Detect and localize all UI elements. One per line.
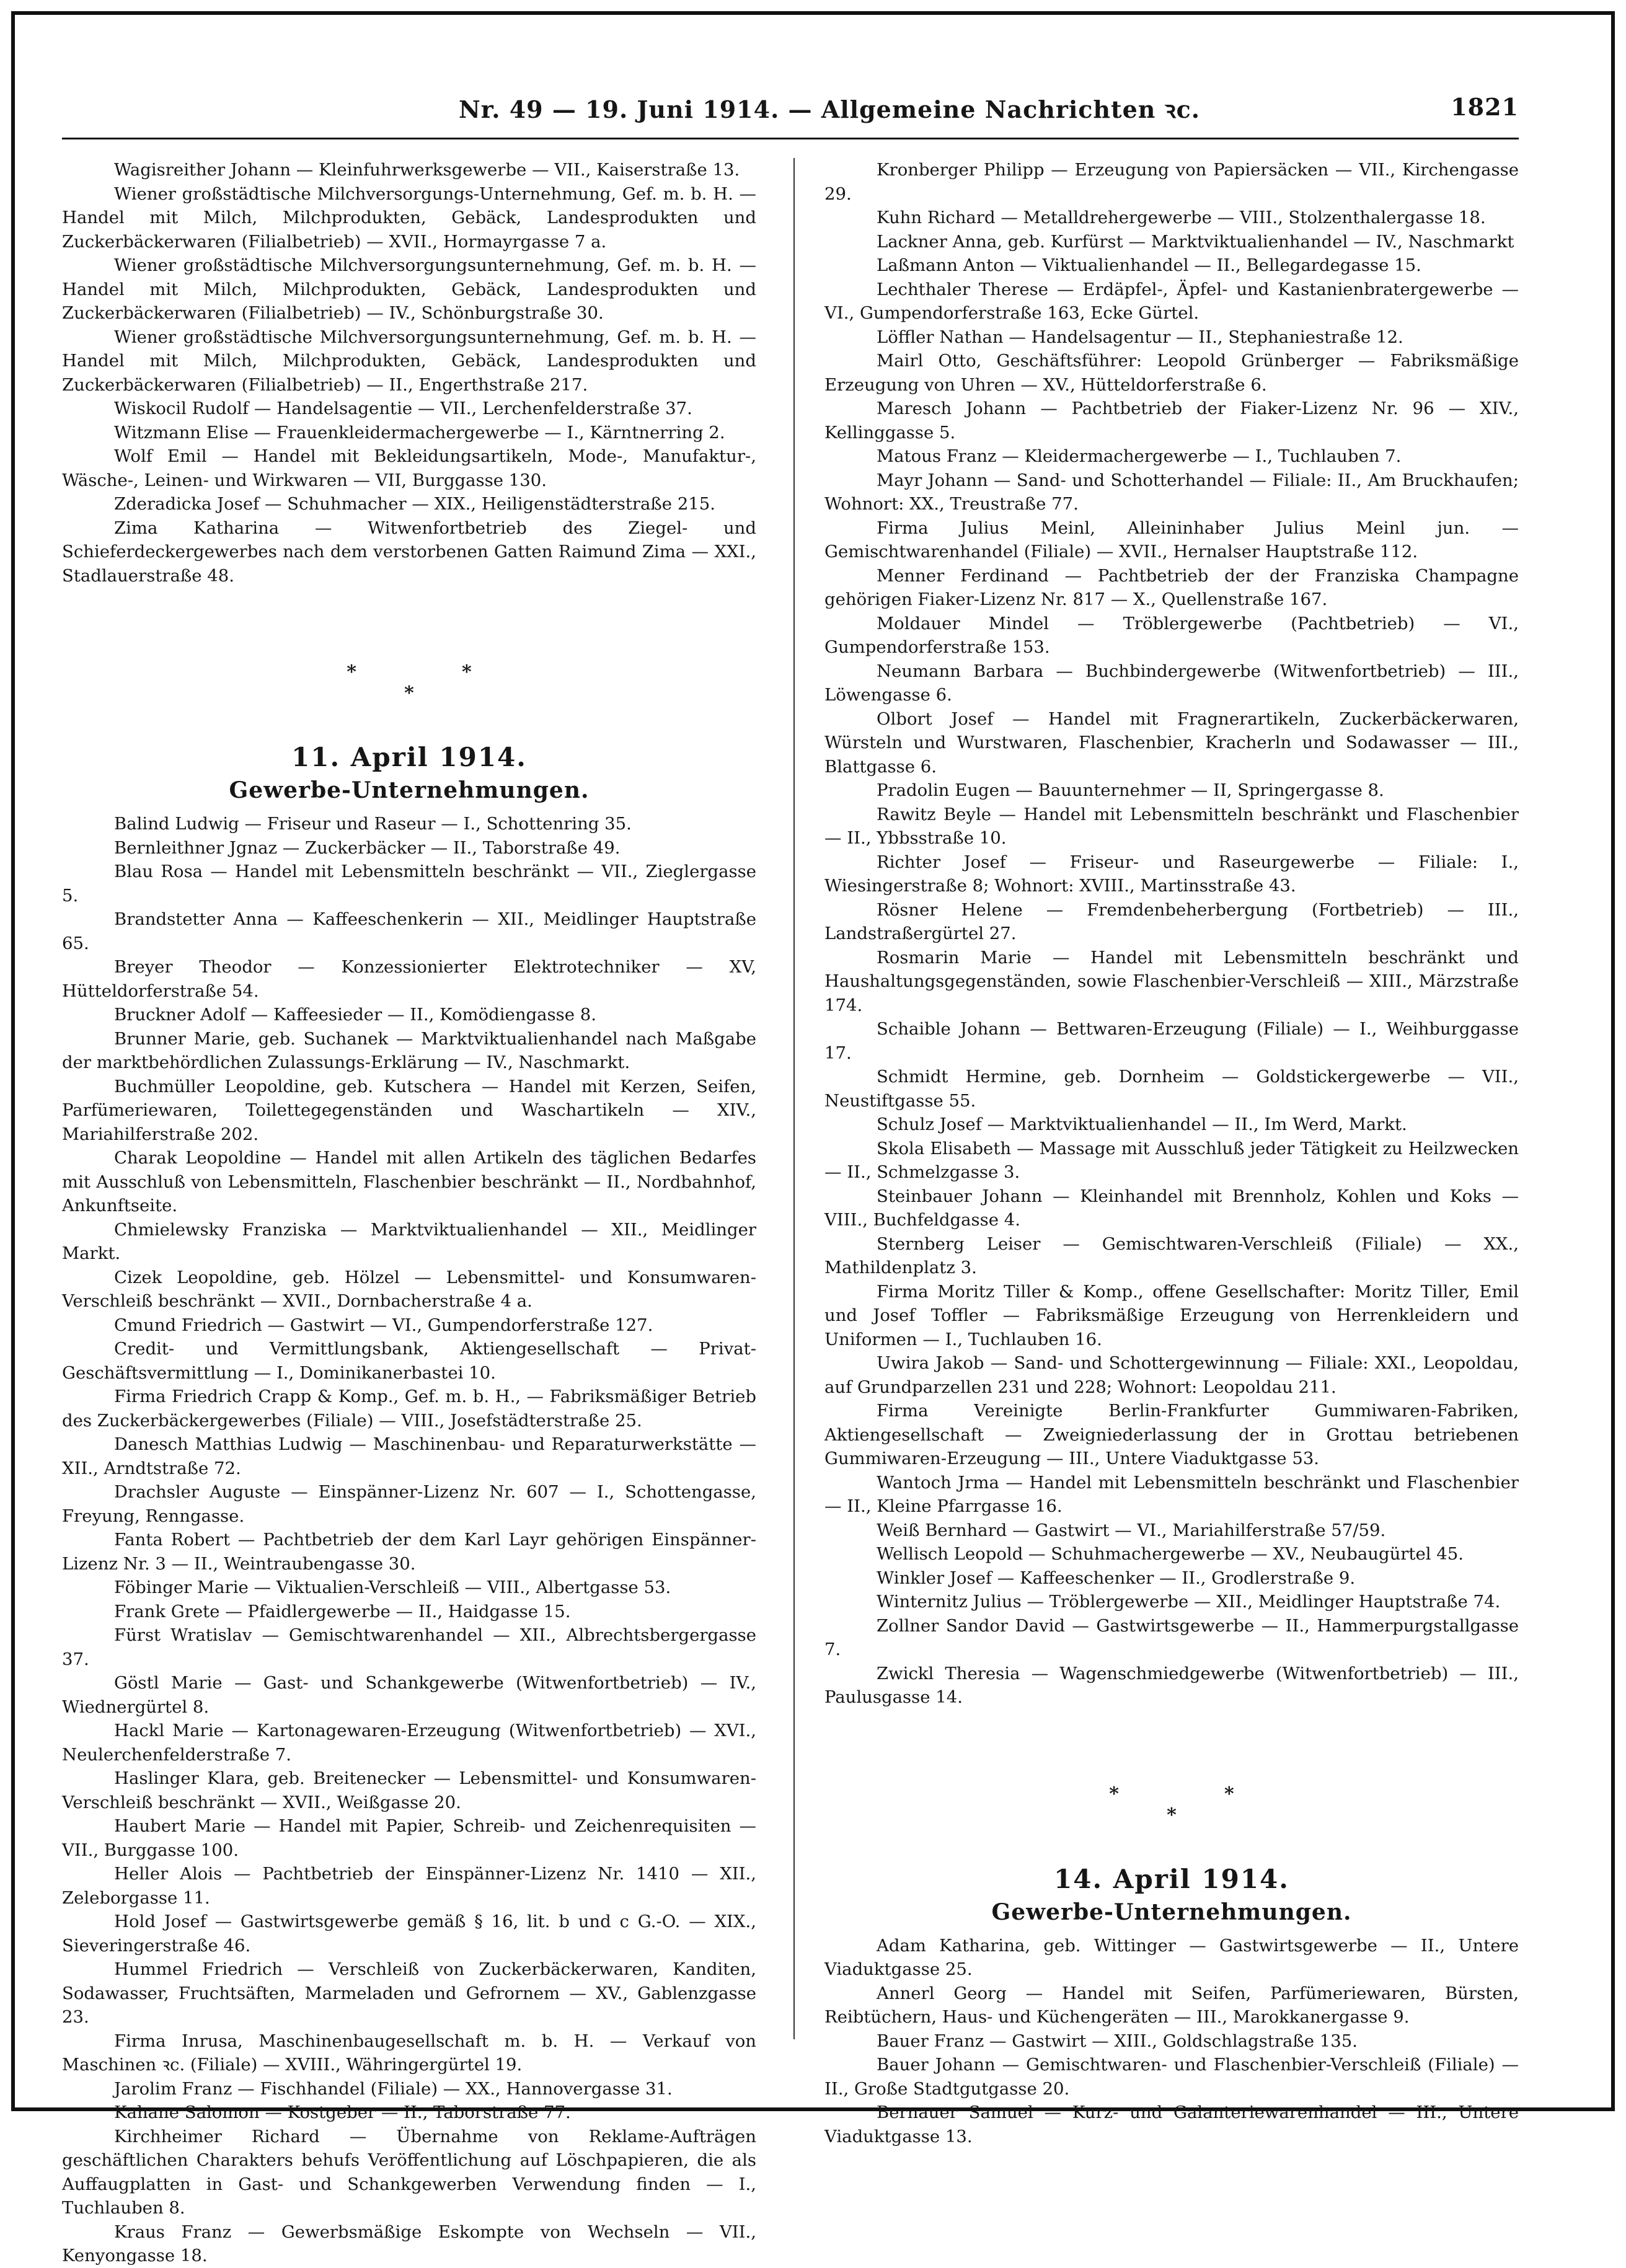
register-entry: Steinbauer Johann — Kleinhandel mit Brennholz, Kohlen und Koks — VIII., Buchfeldgasse 4. — [824, 1186, 1519, 1230]
register-entry: Mayr Johann — Sand- und Schotterhandel — Filiale: II., Am Bruckhaufen; Wohnort: XX., Treustraße 77. — [824, 470, 1519, 514]
register-entry: Danesch Matthias Ludwig — Maschinenbau- und Reparaturwerkstätte — XII., Arndtstraße 72. — [62, 1434, 756, 1478]
column-divider — [793, 158, 795, 2039]
left-section-stars: ** — [347, 661, 577, 683]
register-entry: Zwickl Theresia — Wagenschmiedgewerbe (Witwenfortbetrieb) — III., Paulusgasse 14. — [824, 1663, 1519, 1707]
register-entry: Cizek Leopoldine, geb. Hölzel — Lebensmittel- und Konsumwaren-Verschleiß beschränkt — XVII., Dornbacherstraße 4 a. — [62, 1267, 756, 1311]
header-title: Nr. 49 — 19. Juni 1914. — Allgemeine Nachrichten ꝛc. — [459, 95, 1201, 123]
register-entry: Zima Katharina — Witwenfortbetrieb des Ziegel- und Schieferdeckergewerbes nach dem verstorbenen Gatten Raimund Zima — XXI., Stadlauerstraße 48. — [62, 518, 756, 586]
register-entry: Adam Katharina, geb. Wittinger — Gastwirtsgewerbe — II., Untere Viaduktgasse 25. — [824, 1935, 1519, 1979]
register-entry: Firma Inrusa, Maschinenbaugesellschaft m. b. H. — Verkauf von Maschinen ꝛc. (Filiale) — XVIII., Währingergürtel 19. — [62, 2031, 756, 2075]
register-entry: Wolf Emil — Handel mit Bekleidungsartikeln, Mode-, Manufaktur-, Wäsche-, Leinen- und Wirkwaren — VII, Burggasse 130. — [62, 446, 756, 490]
header-rule — [62, 138, 1519, 139]
document-page — [62, 87, 1519, 2266]
left-date-heading: 11. April 1914. — [291, 742, 527, 772]
register-entry: Löffler Nathan — Handelsagentur — II., Stephaniestraße 12. — [877, 327, 1403, 347]
register-entry: Winternitz Julius — Tröblergewerbe — XII., Meidlinger Hauptstraße 74. — [877, 1592, 1501, 1612]
right-section-stars: ** — [1109, 1783, 1340, 1805]
register-entry: Jarolim Franz — Fischhandel (Filiale) — XX., Hannovergasse 31. — [114, 2078, 673, 2099]
register-entry: Balind Ludwig — Friseur und Raseur — I., Schottenring 35. — [114, 814, 632, 834]
left-entries-top — [62, 158, 756, 588]
register-entry: Neumann Barbara — Buchbindergewerbe (Witwenfortbetrieb) — III., Löwengasse 6. — [824, 661, 1519, 705]
register-entry: Wellisch Leopold — Schuhmachergewerbe — XV., Neubaugürtel 45. — [877, 1544, 1464, 1564]
register-entry: Kahane Salomon — Kostgeber — II., Taborstraße 77. — [114, 2103, 571, 2122]
register-entry: Chmielewsky Franziska — Marktviktualienhandel — XII., Meidlinger Markt. — [62, 1219, 756, 1263]
register-entry: Charak Leopoldine — Handel mit allen Artikeln des täglichen Bedarfes mit Ausschluß von Lebensmitteln, Flaschenbier beschränkt — II., Nordbahnhof, Ankunftseite. — [62, 1148, 756, 1216]
register-entry: Föbinger Marie — Viktualien-Verschleiß — VIII., Albertgasse 53. — [114, 1577, 671, 1597]
register-entry: Cmund Friedrich — Gastwirt — VI., Gumpendorferstraße 127. — [114, 1315, 653, 1335]
register-entry: Hackl Marie — Kartonagewaren-Erzeugung (Witwenfortbetrieb) — XVI., Neulerchenfelderstraße 7. — [62, 1721, 756, 1765]
register-entry: Firma Moritz Tiller & Komp., offene Gesellschafter: Moritz Tiller, Emil und Josef Toffler — Fabriksmäßige Erzeugung von Herrenkleidern und Uniformen — I., Tuchlauben 16. — [824, 1281, 1519, 1349]
register-entry: Wantoch Jrma — Handel mit Lebensmitteln beschränkt und Flaschenbier — II., Kleine Pfarrgasse 16. — [824, 1472, 1519, 1516]
register-entry: Zderadicka Josef — Schuhmacher — XIX., Heiligenstädterstraße 215. — [114, 494, 716, 514]
register-entry: Moldauer Mindel — Tröblergewerbe (Pachtbetrieb) — VI., Gumpendorferstraße 153. — [824, 613, 1519, 657]
register-entry: Firma Vereinigte Berlin-Frankfurter Gummiwaren-Fabriken, Aktiengesellschaft — Zweigniederlassung der in Grottau betriebenen Gummiwaren-Erzeugung — III., Untere Viaduktgasse 53. — [824, 1401, 1519, 1468]
left-column — [62, 158, 756, 2268]
register-entry: Breyer Theodor — Konzessionierter Elektrotechniker — XV, Hütteldorferstraße 54. — [62, 957, 756, 1001]
register-entry: Richter Josef — Friseur- und Raseurgewerbe — Filiale: I., Wiesingerstraße 8; Wohnort: XVIII., Martinsstraße 43. — [824, 852, 1519, 896]
register-entry: Laßmann Anton — Viktualienhandel — II., Bellegardegasse 15. — [877, 255, 1421, 275]
register-entry: Fanta Robert — Pachtbetrieb der dem Karl Layr gehörigen Einspänner-Lizenz Nr. 3 — II., Weintraubengasse 30. — [62, 1530, 756, 1574]
register-entry: Kronberger Philipp — Erzeugung von Papiersäcken — VII., Kirchengasse 29. — [824, 160, 1519, 204]
register-entry: Bauer Johann — Gemischtwaren- und Flaschenbier-Verschleiß (Filiale) — II., Große Stadtgutgasse 20. — [824, 2055, 1519, 2099]
register-entry: Olbort Josef — Handel mit Fragnerartikeln, Zuckerbäckerwaren, Würsteln und Wurstwaren, Flaschenbier, Kracherln und Sodawasser — III., Blattgasse 6. — [824, 708, 1519, 777]
register-entry: Blau Rosa — Handel mit Lebensmitteln beschränkt — VII., Zieglergasse 5. — [62, 862, 756, 906]
right-column — [824, 158, 1519, 2148]
right-date-heading: 14. April 1914. — [1054, 1863, 1289, 1894]
register-entry: Frank Grete — Pfaidlergewerbe — II., Haidgasse 15. — [114, 1601, 571, 1622]
register-entry: Pradolin Eugen — Bauunternehmer — II, Springergasse 8. — [877, 780, 1384, 800]
register-entry: Göstl Marie — Gast- und Schankgewerbe (Witwenfortbetrieb) — IV., Wiednergürtel 8. — [62, 1673, 756, 1717]
register-entry: Kirchheimer Richard — Übernahme von Reklame-Aufträgen geschäftlichen Charakters behufs Veröffentlichung auf Löschpapieren, die als Auffaugplatten in Gast- und Schankgewerben Verwendung finden — I., Tuchlauben 8. — [62, 2126, 756, 2218]
register-entry: Schmidt Hermine, geb. Dornheim — Goldstickergewerbe — VII., Neustiftgasse 55. — [824, 1067, 1519, 1111]
register-entry: Weiß Bernhard — Gastwirt — VI., Mariahilferstraße 57/59. — [877, 1520, 1386, 1540]
register-entry: Zollner Sandor David — Gastwirtsgewerbe — II., Hammerpurgstallgasse 7. — [824, 1615, 1519, 1659]
right-section-star-center: * — [1167, 1804, 1177, 1826]
right-entries-top — [824, 158, 1519, 1710]
register-entry: Brunner Marie, geb. Suchanek — Marktviktualienhandel nach Maßgabe der marktbehördlichen Zulassungs-Erklärung — IV., Naschmarkt. — [62, 1028, 756, 1072]
register-entry: Credit- und Vermittlungsbank, Aktiengesellschaft — Privat-Geschäftsvermittlung — I., Dominikanerbastei 10. — [62, 1339, 756, 1383]
register-entry: Rosmarin Marie — Handel mit Lebensmitteln beschränkt und Haushaltungsgegenständen, sowie Flaschenbier-Verschleiß — XIII., Märzstraße 174. — [824, 947, 1519, 1015]
register-entry: Schulz Josef — Marktviktualienhandel — II., Im Werd, Markt. — [877, 1114, 1407, 1134]
register-entry: Witzmann Elise — Frauenkleidermachergewerbe — I., Kärntnerring 2. — [114, 422, 725, 443]
register-entry: Heller Alois — Pachtbetrieb der Einspänner-Lizenz Nr. 1410 — XII., Zeleborgasse 11. — [62, 1864, 756, 1908]
register-entry: Annerl Georg — Handel mit Seifen, Parfümeriewaren, Bürsten, Reibtüchern, Haus- und Küchengeräten — III., Marokkanergasse 9. — [824, 1983, 1519, 2027]
left-section-heading: Gewerbe-Unternehmungen. — [229, 777, 590, 803]
register-entry: Matous Franz — Kleidermachergewerbe — I., Tuchlauben 7. — [877, 446, 1402, 466]
running-header — [62, 87, 1519, 130]
register-entry: Menner Ferdinand — Pachtbetrieb der der Franziska Champagne gehörigen Fiaker-Lizenz Nr. 817 — X., Quellenstraße 167. — [824, 565, 1519, 609]
register-entry: Kuhn Richard — Metalldrehergewerbe — VIII., Stolzenthalergasse 18. — [877, 208, 1486, 227]
register-entry: Winkler Josef — Kaffeeschenker — II., Grodlerstraße 9. — [877, 1568, 1356, 1588]
register-entry: Bauer Franz — Gastwirt — XIII., Goldschlagstraße 135. — [877, 2031, 1358, 2051]
register-entry: Haubert Marie — Handel mit Papier, Schreib- und Zeichenrequisiten — VII., Burggasse 100. — [62, 1816, 756, 1860]
register-entry: Hold Josef — Gastwirtsgewerbe gemäß § 16, lit. b und c G.-O. — XIX., Sieveringerstraße 46. — [62, 1912, 756, 1956]
register-entry: Wagisreither Johann — Kleinfuhrwerksgewerbe — VII., Kaiserstraße 13. — [114, 160, 740, 180]
register-entry: Rawitz Beyle — Handel mit Lebensmitteln beschränkt und Flaschenbier — II., Ybbsstraße 10. — [824, 804, 1519, 848]
register-entry: Maresch Johann — Pachtbetrieb der Fiaker-Lizenz Nr. 96 — XIV., Kellinggasse 5. — [824, 399, 1519, 443]
register-entry: Bernauer Samuel — Kurz- und Galanteriewarenhandel — III., Untere Viaduktgasse 13. — [824, 2103, 1519, 2147]
register-entry: Hummel Friedrich — Verschleiß von Zuckerbäckerwaren, Kanditen, Sodawasser, Fruchtsäften, Marmeladen und Gefrornem — XV., Gablenzgasse 23. — [62, 1959, 756, 2027]
register-entry: Firma Julius Meinl, Alleininhaber Julius Meinl jun. — Gemischtwarenhandel (Filiale) — XVII., Hernalser Hauptstraße 112. — [824, 518, 1519, 562]
register-entry: Drachsler Auguste — Einspänner-Lizenz Nr. 607 — I., Schottengasse, Freyung, Renngasse. — [62, 1482, 756, 1526]
register-entry: Wiener großstädtische Milchversorgungsunternehmung, Gef. m. b. H. — Handel mit Milch, Milchprodukten, Gebäck, Landesprodukten und Zuckerbäckerwaren (Filialbetrieb) — IV., Schönburgstraße 30. — [62, 255, 756, 323]
register-entry: Wiener großstädtische Milchversorgungsunternehmung, Gef. m. b. H. — Handel mit Milch, Milchprodukten, Gebäck, Landesprodukten und Zuckerbäckerwaren (Filialbetrieb) — II., Engerthstraße 217. — [62, 327, 756, 395]
register-entry: Kraus Franz — Gewerbsmäßige Eskompte von Wechseln — VII., Kenyongasse 18. — [62, 2222, 756, 2266]
left-section-star-center: * — [404, 682, 414, 704]
register-entry: Skola Elisabeth — Massage mit Ausschluß jeder Tätigkeit zu Heilzwecken — II., Schmelzgasse 3. — [824, 1138, 1519, 1182]
register-entry: Bruckner Adolf — Kaffeesieder — II., Komödiengasse 8. — [114, 1005, 597, 1025]
register-entry: Wiener großstädtische Milchversorgungs-Unternehmung, Gef. m. b. H. — Handel mit Milch, Milchprodukten, Gebäck, Landesprodukten und Zuckerbäckerwaren (Filialbetrieb) — XVII., Hormayrgasse 7 a. — [62, 183, 756, 252]
register-entry: Mairl Otto, Geschäftsführer: Leopold Grünberger — Fabriksmäßige Erzeugung von Uhren — XV., Hütteldorferstraße 6. — [824, 351, 1519, 395]
right-entries-bottom — [824, 1934, 1519, 2149]
register-entry: Sternberg Leiser — Gemischtwaren-Verschleiß (Filiale) — XX., Mathildenplatz 3. — [824, 1233, 1519, 1277]
register-entry: Buchmüller Leopoldine, geb. Kutschera — Handel mit Kerzen, Seifen, Parfümeriewaren, Toilettegegenständen und Waschartikeln — XIV., Mariahilferstraße 202. — [62, 1076, 756, 1144]
register-entry: Rösner Helene — Fremdenbeherbergung (Fortbetrieb) — III., Landstraßergürtel 27. — [824, 899, 1519, 943]
register-entry: Brandstetter Anna — Kaffeeschenkerin — XII., Meidlinger Hauptstraße 65. — [62, 909, 756, 953]
register-entry: Fürst Wratislav — Gemischtwarenhandel — XII., Albrechtsbergergasse 37. — [62, 1625, 756, 1669]
register-entry: Schaible Johann — Bettwaren-Erzeugung (Filiale) — I., Weihburggasse 17. — [824, 1019, 1519, 1063]
register-entry: Wiskocil Rudolf — Handelsagentie — VII., Lerchenfelderstraße 37. — [114, 399, 692, 418]
register-entry: Firma Friedrich Crapp & Komp., Gef. m. b. H., — Fabriksmäßiger Betrieb des Zuckerbäckergewerbes (Filiale) — VIII., Josefstädterstraße 25. — [62, 1387, 756, 1431]
register-entry: Uwira Jakob — Sand- und Schottergewinnung — Filiale: XXI., Leopoldau, auf Grundparzellen 231 und 228; Wohnort: Leopoldau 211. — [824, 1353, 1519, 1397]
left-entries-bottom — [62, 812, 756, 2268]
register-entry: Bernleithner Jgnaz — Zuckerbäcker — II., Taborstraße 49. — [114, 837, 621, 858]
register-entry: Lechthaler Therese — Erdäpfel-, Äpfel- und Kastanienbratergewerbe — VI., Gumpendorferstraße 163, Ecke Gürtel. — [824, 279, 1519, 323]
page-number: 1821 — [1451, 93, 1519, 121]
register-entry: Haslinger Klara, geb. Breitenecker — Lebensmittel- und Konsumwaren-Verschleiß beschränkt — XVII., Weißgasse 20. — [62, 1768, 756, 1812]
right-section-heading: Gewerbe-Unternehmungen. — [991, 1899, 1352, 1925]
register-entry: Lackner Anna, geb. Kurfürst — Marktviktualienhandel — IV., Naschmarkt — [877, 231, 1514, 252]
